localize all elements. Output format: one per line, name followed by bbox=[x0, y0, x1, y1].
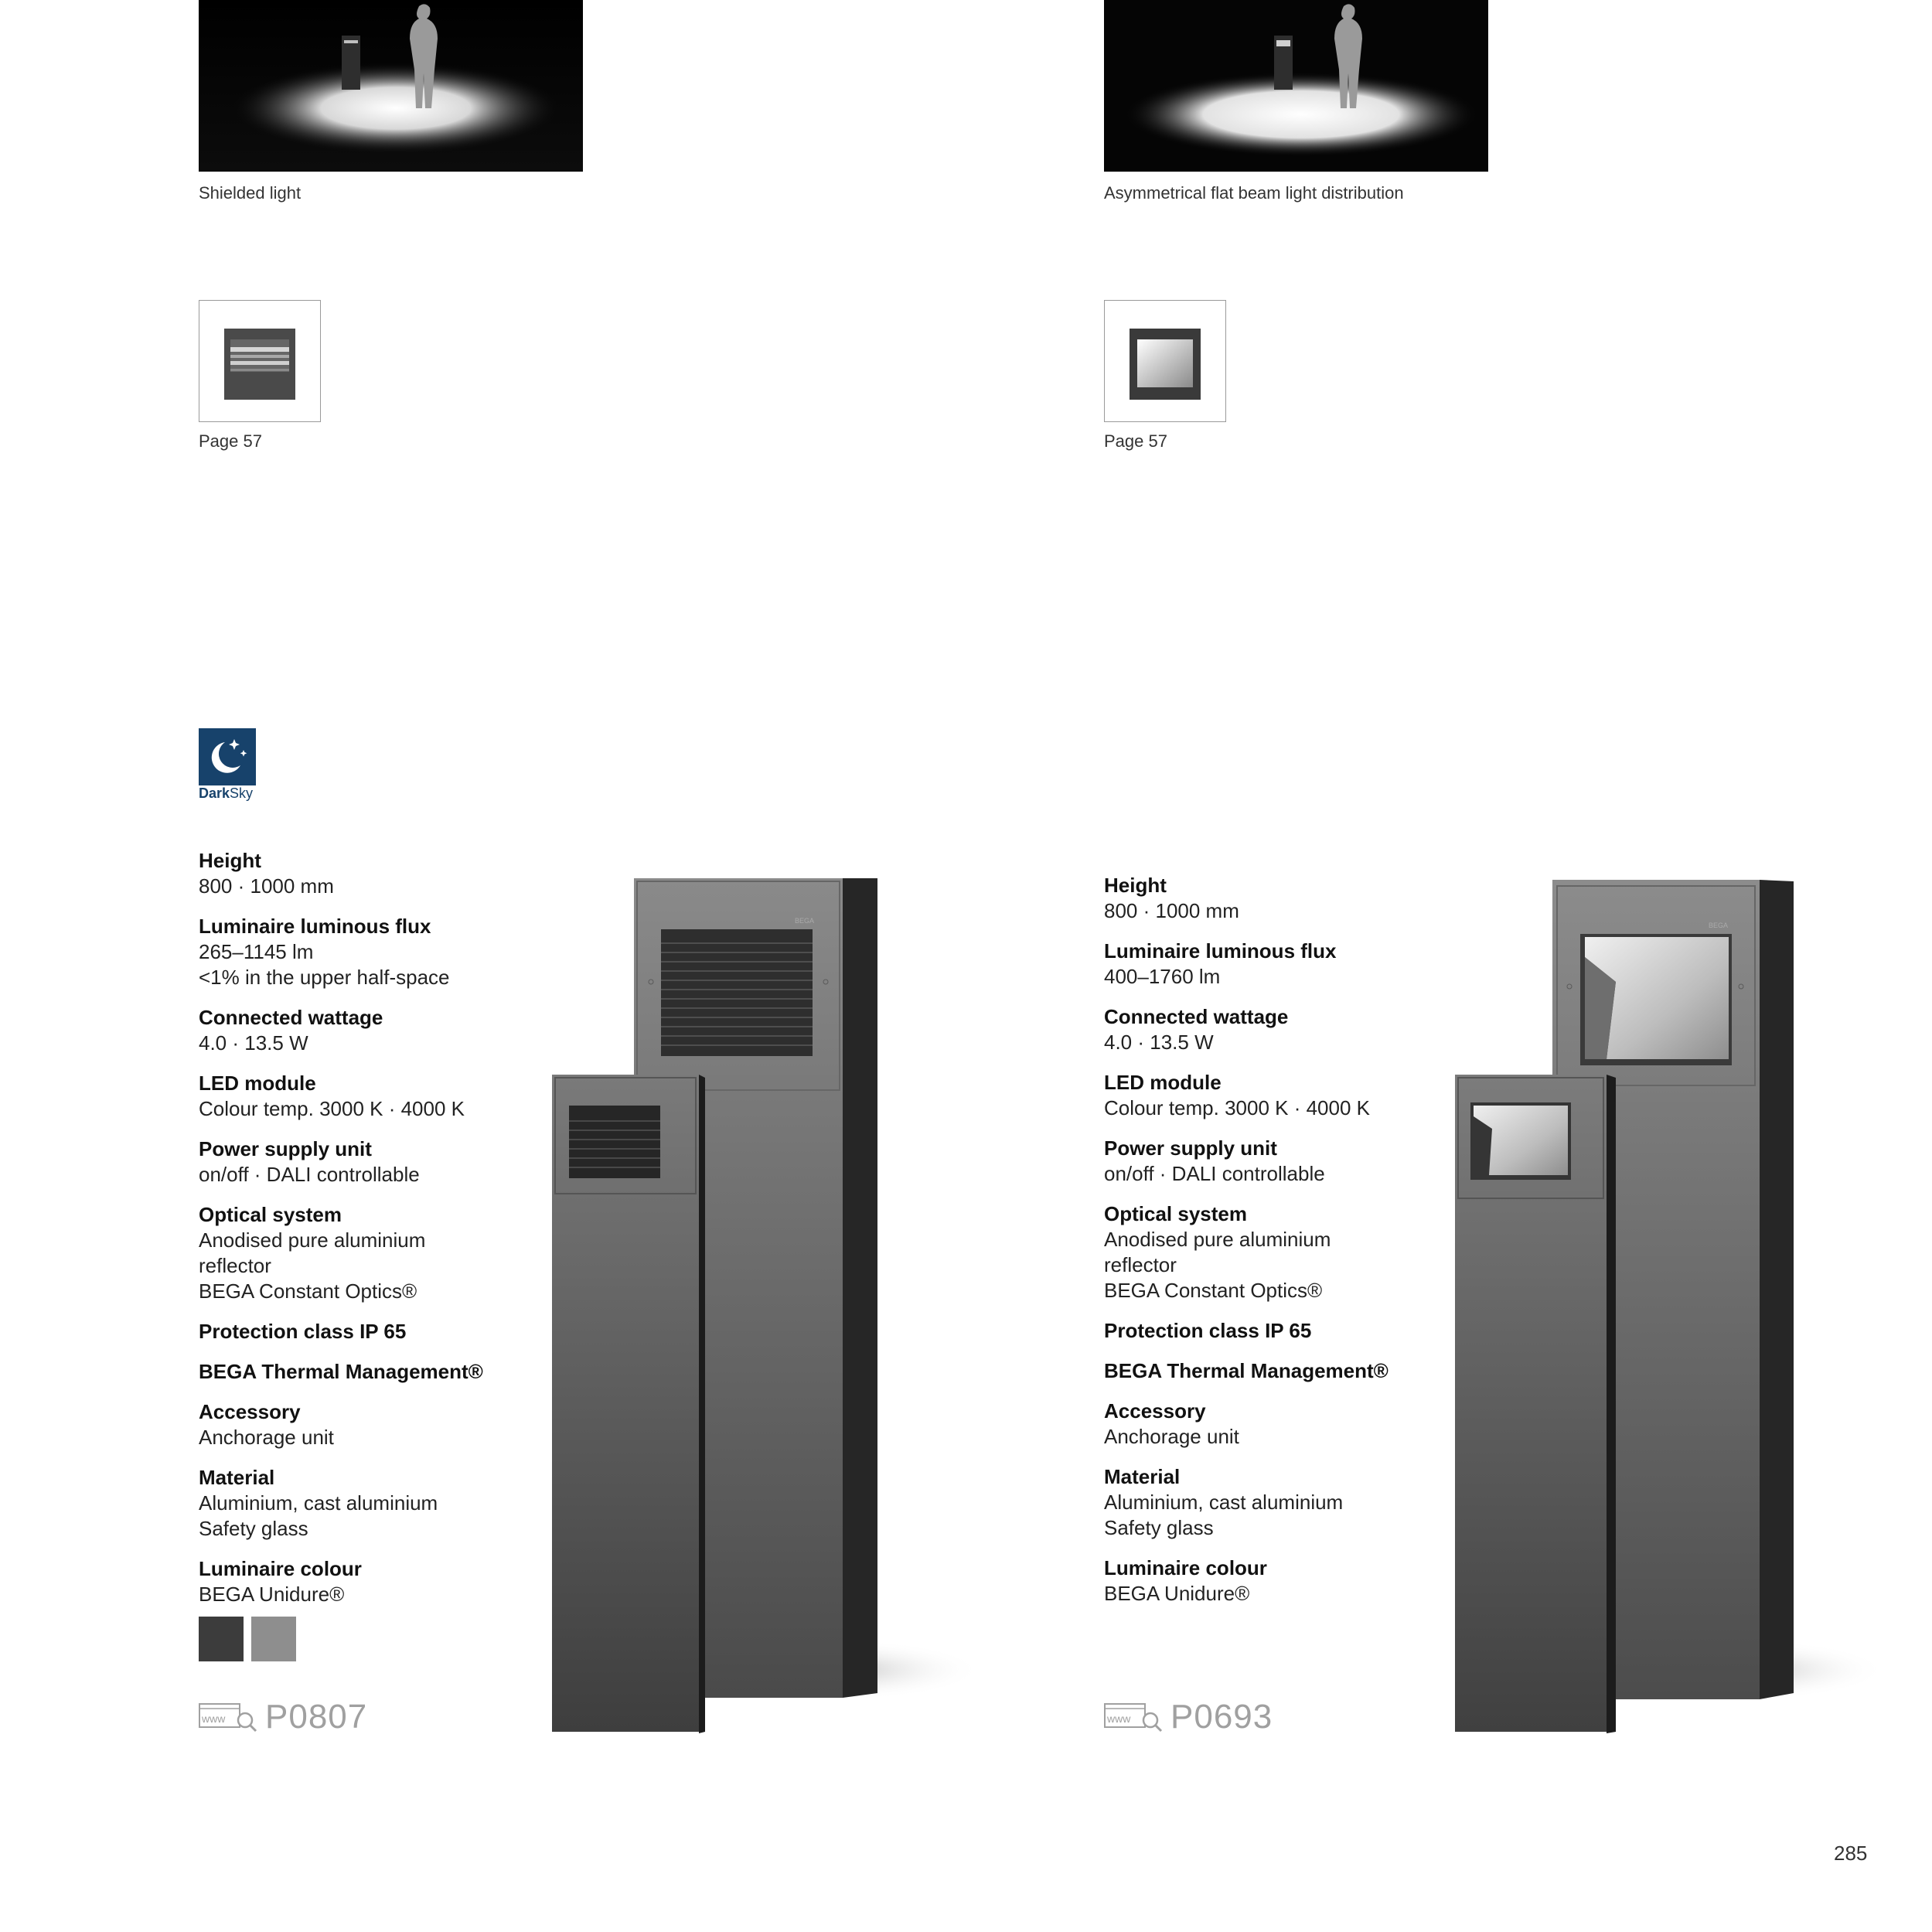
left-light-photo bbox=[199, 0, 583, 172]
spec-power-supply bbox=[199, 1136, 523, 1187]
www-label: www bbox=[1107, 1712, 1131, 1725]
left-thumbnail[interactable] bbox=[199, 300, 321, 422]
darksky-label bbox=[199, 785, 256, 802]
spec-label: Luminaire luminous flux bbox=[199, 915, 431, 938]
page-number: 285 bbox=[1834, 1842, 1868, 1865]
darksky-label-sky: Sky bbox=[230, 785, 254, 801]
spec-power-supply bbox=[1104, 1136, 1429, 1187]
spec-value: 800 · 1000 mm bbox=[1104, 899, 1239, 922]
spec-led-module bbox=[1104, 1070, 1429, 1121]
spec-value: Colour temp. 3000 K · 4000 K bbox=[1104, 1096, 1370, 1119]
spec-value: 265–1145 lm <1% in the upper half-space bbox=[199, 940, 450, 989]
spec-label: Power supply unit bbox=[1104, 1136, 1277, 1160]
spec-label: Connected wattage bbox=[1104, 1005, 1289, 1028]
spec-label: Luminaire luminous flux bbox=[1104, 939, 1337, 963]
spec-label: Luminaire colour bbox=[1104, 1556, 1267, 1579]
swatch-graphite[interactable] bbox=[199, 1617, 244, 1661]
spec-value: 4.0 · 13.5 W bbox=[199, 1031, 308, 1055]
spec-label: Luminaire colour bbox=[199, 1557, 362, 1580]
left-spec-list bbox=[199, 848, 523, 1665]
spec-value: Aluminium, cast aluminium Safety glass bbox=[199, 1491, 438, 1540]
spec-protection-class: Protection class IP 65 bbox=[1104, 1319, 1312, 1342]
spec-value: Anchorage unit bbox=[199, 1426, 334, 1449]
spec-label: Material bbox=[199, 1466, 275, 1489]
www-search-icon bbox=[199, 1702, 257, 1733]
left-product-image bbox=[495, 866, 974, 1755]
spec-wattage bbox=[199, 1005, 523, 1056]
spec-value: Colour temp. 3000 K · 4000 K bbox=[199, 1097, 465, 1120]
spec-height bbox=[199, 848, 523, 899]
spec-luminous-flux bbox=[1104, 939, 1429, 990]
spec-value: 800 · 1000 mm bbox=[199, 874, 334, 898]
www-search-icon bbox=[1104, 1702, 1163, 1733]
spec-label: Height bbox=[1104, 874, 1167, 897]
right-spec-list bbox=[1104, 873, 1429, 1621]
moon-stars-icon bbox=[199, 728, 256, 785]
right-product-link[interactable] bbox=[1104, 1698, 1273, 1736]
product-code[interactable]: P0693 bbox=[1170, 1698, 1273, 1736]
darksky-badge bbox=[199, 728, 256, 802]
spec-label: Connected wattage bbox=[199, 1006, 383, 1029]
spec-label: Accessory bbox=[1104, 1399, 1206, 1423]
right-photo-caption: Asymmetrical flat beam light distribution bbox=[1104, 183, 1404, 203]
spec-luminaire-colour bbox=[1104, 1555, 1429, 1607]
spec-thermal-management: BEGA Thermal Management® bbox=[1104, 1359, 1389, 1382]
left-thumbnail-caption: Page 57 bbox=[199, 431, 262, 451]
spec-label: LED module bbox=[1104, 1071, 1222, 1094]
left-product-link[interactable] bbox=[199, 1698, 367, 1736]
spec-label: Height bbox=[199, 849, 261, 872]
spec-label: Material bbox=[1104, 1465, 1181, 1488]
right-light-photo bbox=[1104, 0, 1488, 172]
swatch-silver[interactable] bbox=[251, 1617, 296, 1661]
spec-value: BEGA Unidure® bbox=[1104, 1582, 1250, 1605]
spec-label: Optical system bbox=[199, 1203, 342, 1226]
product-logo: BEGA bbox=[795, 917, 815, 925]
spec-wattage bbox=[1104, 1004, 1429, 1055]
left-photo-caption: Shielded light bbox=[199, 183, 302, 203]
right-product-image bbox=[1392, 866, 1886, 1755]
spec-material bbox=[199, 1465, 523, 1542]
spec-optical-system bbox=[199, 1202, 523, 1304]
spec-luminous-flux bbox=[199, 914, 523, 990]
spec-value: Anodised pure aluminium reflector BEGA Constant Optics® bbox=[199, 1228, 426, 1303]
spec-label: Optical system bbox=[1104, 1202, 1247, 1225]
right-thumbnail[interactable] bbox=[1104, 300, 1226, 422]
spec-optical-system bbox=[1104, 1201, 1429, 1303]
product-code[interactable]: P0807 bbox=[265, 1698, 368, 1736]
spec-protection-class: Protection class IP 65 bbox=[199, 1320, 407, 1343]
spec-value: on/off · DALI controllable bbox=[1104, 1162, 1325, 1185]
spec-thermal-management: BEGA Thermal Management® bbox=[199, 1360, 483, 1383]
spec-value: Aluminium, cast aluminium Safety glass bbox=[1104, 1491, 1344, 1539]
spec-label: Power supply unit bbox=[199, 1137, 372, 1160]
spec-accessory bbox=[199, 1399, 523, 1450]
colour-swatches bbox=[199, 1617, 523, 1665]
spec-label: Accessory bbox=[199, 1400, 301, 1423]
spec-accessory bbox=[1104, 1399, 1429, 1450]
right-thumbnail-caption: Page 57 bbox=[1104, 431, 1167, 451]
spec-value: Anchorage unit bbox=[1104, 1425, 1239, 1448]
spec-value: 4.0 · 13.5 W bbox=[1104, 1031, 1214, 1054]
spec-material bbox=[1104, 1464, 1429, 1541]
product-logo: BEGA bbox=[1709, 922, 1729, 929]
spec-value: Anodised pure aluminium reflector BEGA Constant Optics® bbox=[1104, 1228, 1331, 1302]
spec-value: BEGA Unidure® bbox=[199, 1583, 345, 1606]
spec-value: on/off · DALI controllable bbox=[199, 1163, 420, 1186]
spec-height bbox=[1104, 873, 1429, 924]
spec-led-module bbox=[199, 1071, 523, 1122]
darksky-label-dark: Dark bbox=[199, 785, 230, 801]
spec-luminaire-colour bbox=[199, 1556, 523, 1607]
www-label: www bbox=[202, 1712, 226, 1725]
spec-value: 400–1760 lm bbox=[1104, 965, 1221, 988]
spec-label: LED module bbox=[199, 1072, 316, 1095]
